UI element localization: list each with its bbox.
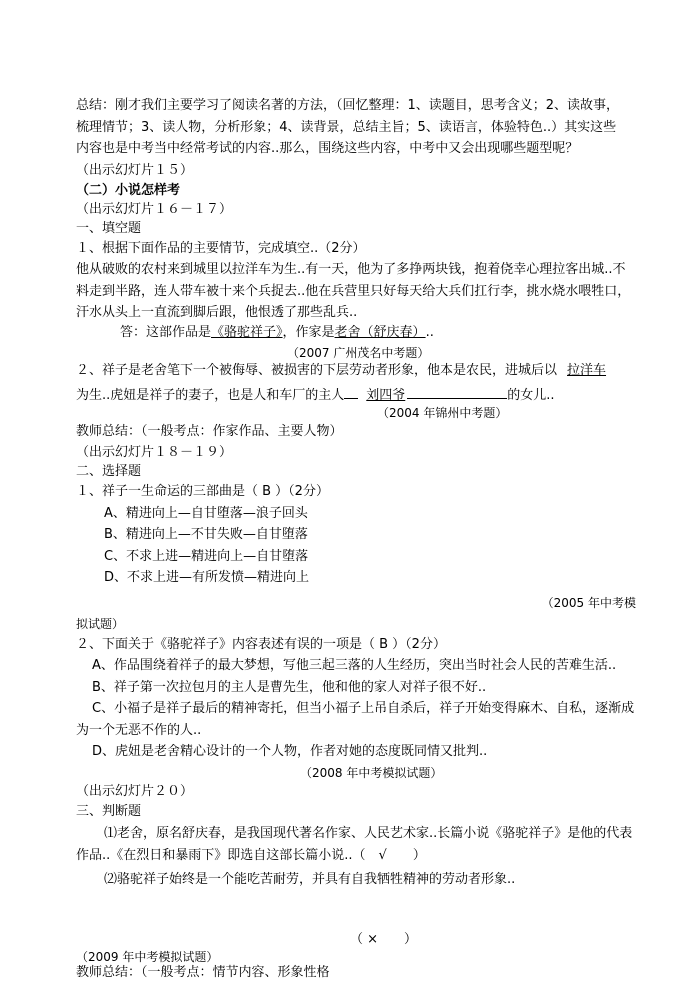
choice-q1-stem: １、祥子一生命运的三部曲是（ B ）（2分）: [76, 484, 329, 499]
teacher-summary-2: 教师总结：（一般考点：情节内容、形象性格: [76, 965, 330, 980]
fill-q1-answer-prefix: 答：这部作品是: [120, 325, 212, 340]
choice-q2-option-b: B、祥子第一次拉包月的主人是曹先生，他和他的家人对祥子很不好..: [92, 680, 487, 695]
fill-q1-source: （2007 广州茂名中考题）: [287, 346, 430, 360]
choice-q1-source-2: 拟试题）: [76, 617, 125, 631]
fill-q1-answer-mid: ，作家是: [282, 325, 335, 340]
fill-q2-blank-lead: [344, 383, 358, 399]
fill-q1-stem: １、根据下面作品的主要情节，完成填空..（2分）: [76, 241, 366, 256]
slide-note-20: （出示幻灯片２０）: [76, 784, 194, 799]
choice-q1-source-1: （2005 年中考模: [541, 596, 636, 610]
fill-q1-answer-author: 老舍（舒庆春）: [334, 325, 426, 340]
choice-q2-option-d: D、虎妞是老舍精心设计的一个人物，作者对她的态度既同情又批判..: [92, 744, 488, 759]
section-title-how-novels-tested: （二）小说怎样考: [76, 183, 181, 198]
judge-q2-answer: （ × ）: [350, 932, 418, 947]
fill-q2-answer-1: 拉洋车: [567, 363, 607, 378]
choice-q2-source: （2008 年中考模拟试题）: [300, 766, 443, 780]
choice-q2-stem: ２、下面关于《骆驼祥子》内容表述有误的一项是（ B ）（2分）: [76, 637, 446, 652]
judge-q1-line-1: ⑴老舍，原名舒庆春，是我国现代著名作家、人民艺术家..长篇小说《骆驼祥子》是他的代表: [104, 826, 633, 841]
choice-q1-option-c: C、不求上进—精进向上—自甘堕落: [104, 549, 309, 564]
judge-q1-line-2: 作品..《在烈日和暴雨下》即选自这部长篇小说..（ √ ）: [76, 848, 426, 863]
choice-q1-option-b: B、精进向上—不甘失败—自甘堕落: [104, 527, 308, 542]
fill-q1-answer-end: ..: [425, 325, 434, 340]
fill-q1-answer: [120, 323, 434, 343]
fill-q2-answer-2: 刘四爷: [366, 388, 406, 403]
choice-q2-option-c-line-2: 为一个无恶不作的人..: [76, 723, 202, 738]
fill-q1-passage-2: 料走到半路，连人带车被十来个兵捉去..他在兵营里只好每天给大兵们扛行李，挑水烧水喂牲口，: [76, 284, 631, 299]
fill-q2-source: （2004 年锦州中考题）: [377, 406, 508, 420]
fill-q2-blank-trail: [407, 383, 507, 399]
teacher-summary-1: 教师总结：（一般考点：作家作品、主要人物）: [76, 424, 343, 439]
fill-q2-text-2: 为生..虎妞是祥子的妻子，也是人和车厂的主人: [76, 388, 345, 403]
judge-q2-text: ⑵骆驼祥子始终是一个能吃苦耐劳，并具有自我牺牲精神的劳动者形象..: [104, 872, 516, 887]
fill-blank-heading: 一、填空题: [76, 221, 142, 236]
fill-q1-passage-3: 汗水从头上一直流到脚后跟，他恨透了那些乱兵..: [76, 305, 358, 320]
slide-note-16-17: （出示幻灯片１６－１７）: [76, 202, 233, 217]
summary-line-1: 总结：刚才我们主要学习了阅读名著的方法，（回忆整理：1、读题目，思考含义；2、读故事，: [76, 98, 620, 113]
summary-line-2: 梳理情节；3、读人物，分析形象；4、读背景，总结主旨；5、读语言，体验特色..）其实这些: [76, 120, 617, 135]
choice-heading: 二、选择题: [76, 464, 142, 479]
summary-line-3: 内容也是中考当中经常考试的内容..那么，围绕这些内容，中考中又会出现哪些题型呢？: [76, 141, 579, 156]
slide-note-18-19: （出示幻灯片１８－１９）: [76, 445, 233, 460]
choice-q1-option-a: A、精进向上—自甘堕落—浪子回头: [104, 506, 308, 521]
choice-q2-option-a: A、作品围绕着祥子的最大梦想，写他三起三落的人生经历，突出当时社会人民的苦难生活..: [92, 658, 617, 673]
fill-q1-answer-work: 《骆驼祥子》: [211, 325, 283, 340]
choice-q1-option-d: D、不求上进—有所发愤—精进向上: [104, 570, 310, 585]
fill-q2-line-1: [76, 361, 616, 381]
slide-note-15: （出示幻灯片１５）: [76, 163, 194, 178]
fill-q2-end: 的女儿..: [507, 388, 555, 403]
judge-heading: 三、判断题: [76, 804, 142, 819]
fill-q1-passage-1: 他从破败的农村来到城里以拉洋车为生..有一天，他为了多挣两块钱，抱着侥幸心理拉客出城..不: [76, 262, 626, 277]
choice-q2-option-c-line-1: C、小福子是祥子最后的精神寄托，但当小福子上吊自杀后，祥子开始变得麻木、自私，逐渐成: [92, 701, 635, 716]
judge-source: （2009 年中考模拟试题）: [76, 950, 219, 964]
fill-q2-text: ２、祥子是老舍笔下一个被侮辱、被损害的下层劳动者形象，他本是农民，进城后以: [76, 363, 558, 378]
